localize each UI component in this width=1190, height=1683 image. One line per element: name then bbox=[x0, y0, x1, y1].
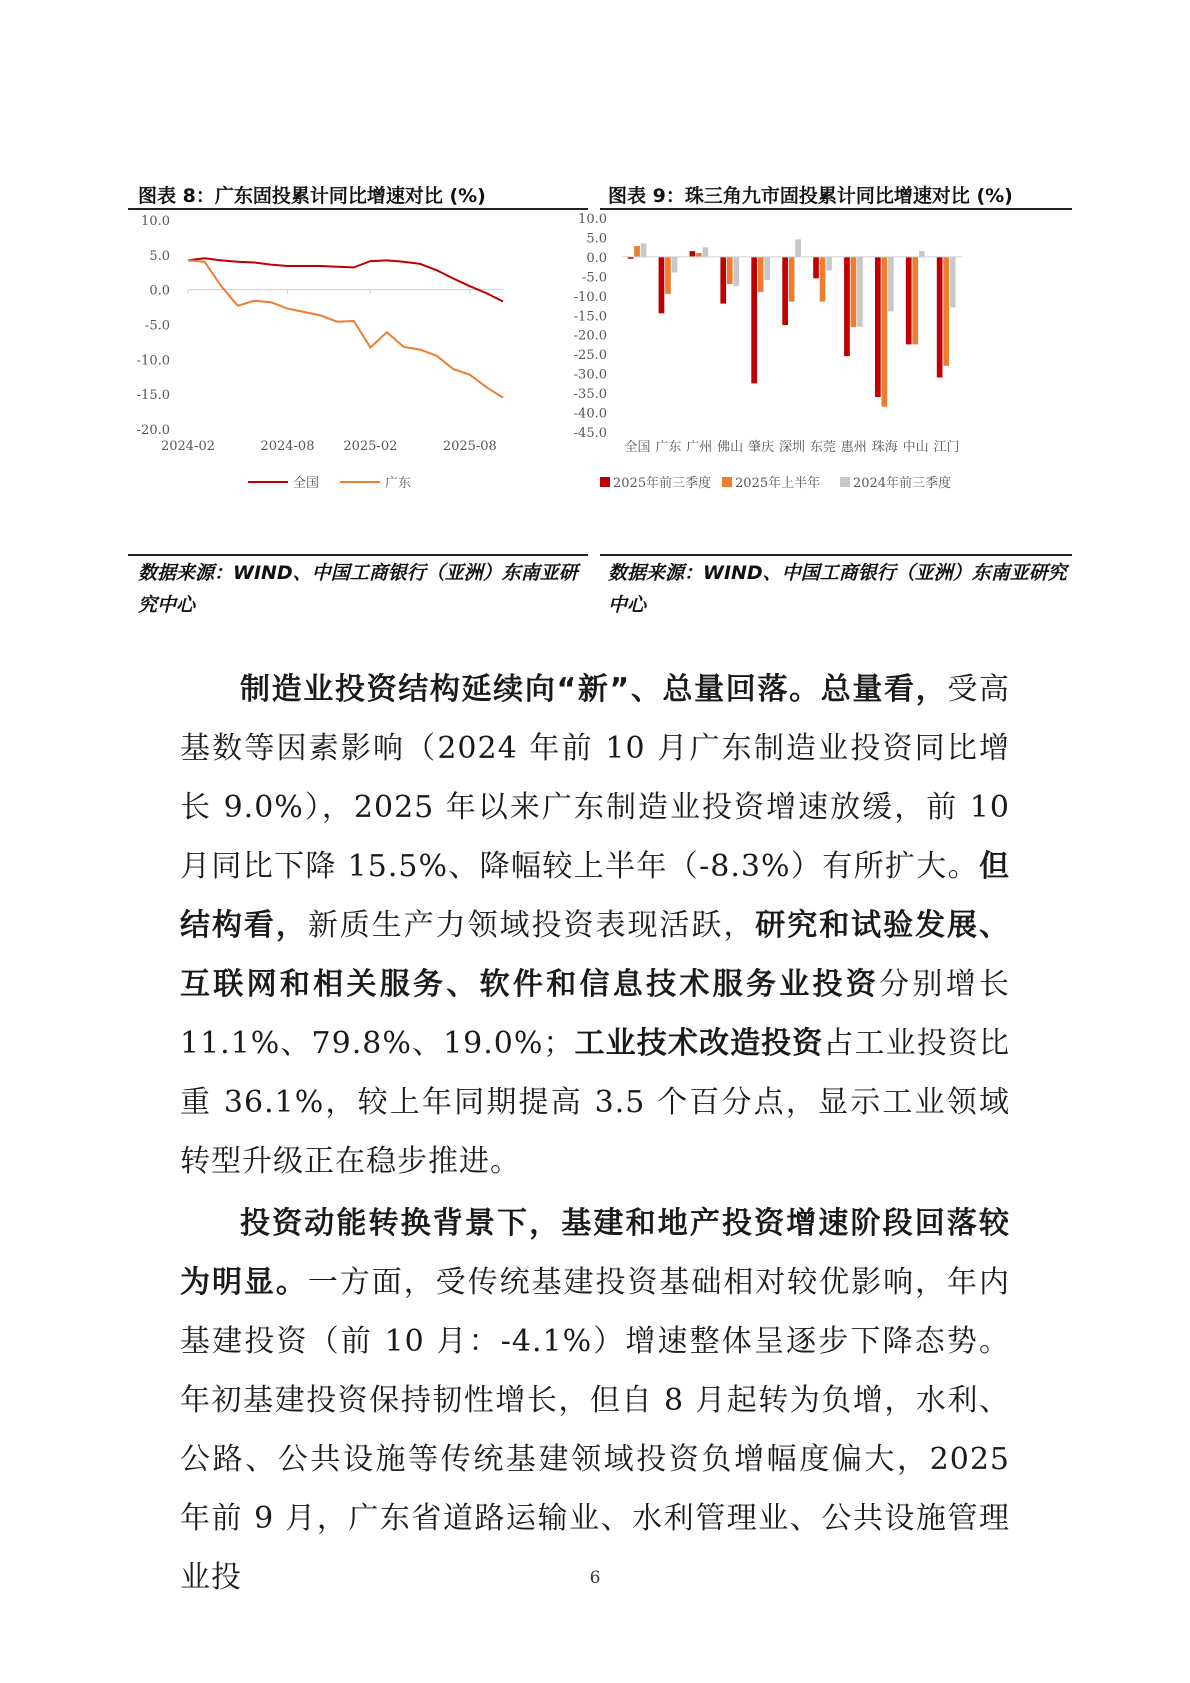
bold-text-run: 投资动能转换背景下，基建和地产投资增速阶段回落较为明显。 bbox=[180, 1206, 1010, 1300]
y-tick-label: -45.0 bbox=[573, 426, 607, 441]
bar-2025年前三季度-佛山 bbox=[720, 257, 726, 304]
figure8-title: 图表 8：广东固投累计同比增速对比 (%) bbox=[138, 185, 486, 207]
bold-text-run: 工业技术改造投资 bbox=[574, 1026, 824, 1061]
bar-2025年上半年-广州 bbox=[696, 253, 702, 257]
legend-swatch bbox=[840, 477, 850, 487]
bold-text-run: 但结构看， bbox=[180, 849, 1010, 943]
bar-2025年上半年-佛山 bbox=[727, 257, 733, 284]
category-label: 佛山 bbox=[717, 440, 744, 455]
category-label: 惠州 bbox=[840, 440, 867, 455]
bar-2024年前三季度-佛山 bbox=[733, 257, 739, 286]
bar-2024年前三季度-中山 bbox=[919, 251, 925, 257]
series-line-全国 bbox=[188, 258, 503, 301]
bar-2024年前三季度-肇庆 bbox=[764, 257, 770, 280]
bar-2025年上半年-广东 bbox=[665, 257, 671, 294]
bar-2024年前三季度-广州 bbox=[703, 247, 709, 257]
legend-label: 2025年上半年 bbox=[735, 476, 821, 491]
legend-label: 2025年前三季度 bbox=[613, 476, 712, 491]
bold-text-run: 制造业投资结构延续向“新”、总量回落。总量看， bbox=[240, 672, 948, 707]
bar-2025年上半年-珠海 bbox=[882, 257, 888, 407]
x-tick-label: 2024-02 bbox=[160, 439, 216, 454]
figure8-source: 数据来源：WIND、中国工商银行（亚洲）东南亚研究中心 bbox=[138, 562, 578, 616]
bold-text-run: 研究和试验发展、互联网和相关服务、软件和信息技术服务业投资 bbox=[180, 908, 1011, 1002]
y-tick-label: -5.0 bbox=[581, 270, 607, 286]
legend-swatch bbox=[600, 477, 610, 487]
bar-2025年前三季度-江门 bbox=[937, 257, 943, 378]
category-label: 广州 bbox=[686, 440, 713, 455]
bar-2025年前三季度-东莞 bbox=[813, 257, 819, 278]
y-tick-label: 0.0 bbox=[586, 250, 607, 266]
y-tick-label: 5.0 bbox=[586, 231, 607, 247]
x-tick-label: 2024-08 bbox=[260, 439, 315, 454]
figure8-line-chart bbox=[128, 212, 588, 552]
bar-2024年前三季度-江门 bbox=[950, 257, 956, 308]
legend-label: 全国 bbox=[293, 476, 320, 491]
bar-2024年前三季度-广东 bbox=[672, 257, 678, 273]
page-number: 6 bbox=[589, 1568, 601, 1588]
legend-label: 广东 bbox=[385, 476, 412, 491]
category-label: 中山 bbox=[902, 440, 929, 455]
bar-2025年前三季度-惠州 bbox=[844, 257, 850, 356]
bar-2025年上半年-东莞 bbox=[820, 257, 826, 302]
bar-2024年前三季度-珠海 bbox=[888, 257, 894, 312]
figure8-bottom-rule bbox=[128, 554, 588, 556]
y-tick-label: 0.0 bbox=[149, 283, 170, 299]
bar-2025年前三季度-广州 bbox=[690, 251, 696, 257]
category-label: 江门 bbox=[933, 440, 960, 455]
category-label: 东莞 bbox=[809, 440, 836, 455]
bar-2025年前三季度-深圳 bbox=[782, 257, 788, 325]
y-tick-label: -30.0 bbox=[573, 367, 607, 383]
paragraph-manufacturing bbox=[180, 660, 1010, 1191]
text-run: 新质生产力领域投资表现活跃， bbox=[307, 908, 756, 943]
figure9-source: 数据来源：WIND、中国工商银行（亚洲）东南亚研究中心 bbox=[608, 562, 1067, 616]
bar-2025年前三季度-肇庆 bbox=[751, 257, 757, 384]
bar-2025年前三季度-珠海 bbox=[875, 257, 881, 397]
y-tick-label: -10.0 bbox=[136, 353, 170, 369]
y-tick-label: -15.0 bbox=[136, 388, 170, 404]
category-label: 深圳 bbox=[778, 440, 806, 455]
bar-2025年上半年-全国 bbox=[634, 246, 640, 257]
y-tick-label: -5.0 bbox=[144, 318, 170, 334]
text-run: 占工业投资比重 36.1%，较上年同期提高 3.5 个百分点，显示工业领域转型升级正在稳步推进。 bbox=[180, 1026, 1010, 1179]
y-tick-label: -40.0 bbox=[573, 406, 607, 422]
y-tick-label: -35.0 bbox=[573, 387, 607, 403]
figure8-title-rule bbox=[128, 208, 588, 210]
bar-2024年前三季度-深圳 bbox=[795, 239, 801, 257]
bar-2025年上半年-江门 bbox=[943, 257, 949, 366]
text-run: 受高基数等因素影响（2024 年前 10 月广东制造业投资同比增长 9.0%），2025 年以来广东制造业投资增速放缓，前 10 月同比下降 15.5%、降幅较上半年（-8.3%）有所扩大。 bbox=[180, 672, 1011, 884]
y-tick-label: 10.0 bbox=[578, 212, 607, 227]
y-tick-label: 10.0 bbox=[141, 214, 170, 229]
category-label: 肇庆 bbox=[748, 440, 775, 455]
category-label: 全国 bbox=[624, 440, 651, 455]
y-tick-label: -25.0 bbox=[573, 348, 607, 364]
bar-2025年上半年-中山 bbox=[912, 257, 918, 345]
paragraph-infrastructure bbox=[180, 1194, 1010, 1607]
series-line-广东 bbox=[188, 260, 503, 397]
text-run: 分别增长 11.1%、79.8%、19.0%； bbox=[180, 967, 1011, 1061]
legend-label: 2024年前三季度 bbox=[853, 476, 952, 491]
y-tick-label: -20.0 bbox=[136, 423, 170, 438]
text-run: 一方面，受传统基建投资基础相对较优影响，年内基建投资（前 10 月：-4.1%）增速整体呈逐步下降态势。年初基建投资保持韧性增长，但自 8 月起转为负增，水利、公路、公共设施等传统基建领域投资负增幅度偏大，2025 年前 9 月，广东省道路运输业、水利管理业、公共设施管理业投 bbox=[180, 1265, 1011, 1595]
y-tick-label: -15.0 bbox=[573, 309, 607, 325]
figure9-bar-chart bbox=[573, 212, 1072, 552]
bar-2025年前三季度-中山 bbox=[906, 257, 912, 345]
bar-2025年上半年-惠州 bbox=[851, 257, 857, 327]
legend-swatch bbox=[722, 477, 732, 487]
bar-2025年上半年-肇庆 bbox=[758, 257, 764, 292]
figure9-title: 图表 9：珠三角九市固投累计同比增速对比 (%) bbox=[608, 185, 1013, 207]
y-tick-label: 5.0 bbox=[149, 248, 170, 264]
y-tick-label: -10.0 bbox=[573, 289, 607, 305]
bar-2025年上半年-深圳 bbox=[789, 257, 795, 302]
figure9-bottom-rule bbox=[600, 554, 1072, 556]
bar-2024年前三季度-惠州 bbox=[857, 257, 863, 327]
bar-2024年前三季度-全国 bbox=[641, 243, 647, 257]
bar-2024年前三季度-东莞 bbox=[826, 257, 832, 271]
category-label: 珠海 bbox=[871, 440, 898, 455]
x-tick-label: 2025-08 bbox=[442, 439, 497, 454]
category-label: 广东 bbox=[655, 440, 682, 455]
bar-2025年前三季度-广东 bbox=[659, 257, 665, 313]
x-tick-label: 2025-02 bbox=[343, 439, 398, 454]
y-tick-label: -20.0 bbox=[573, 328, 607, 344]
figure9-title-rule bbox=[600, 208, 1072, 210]
